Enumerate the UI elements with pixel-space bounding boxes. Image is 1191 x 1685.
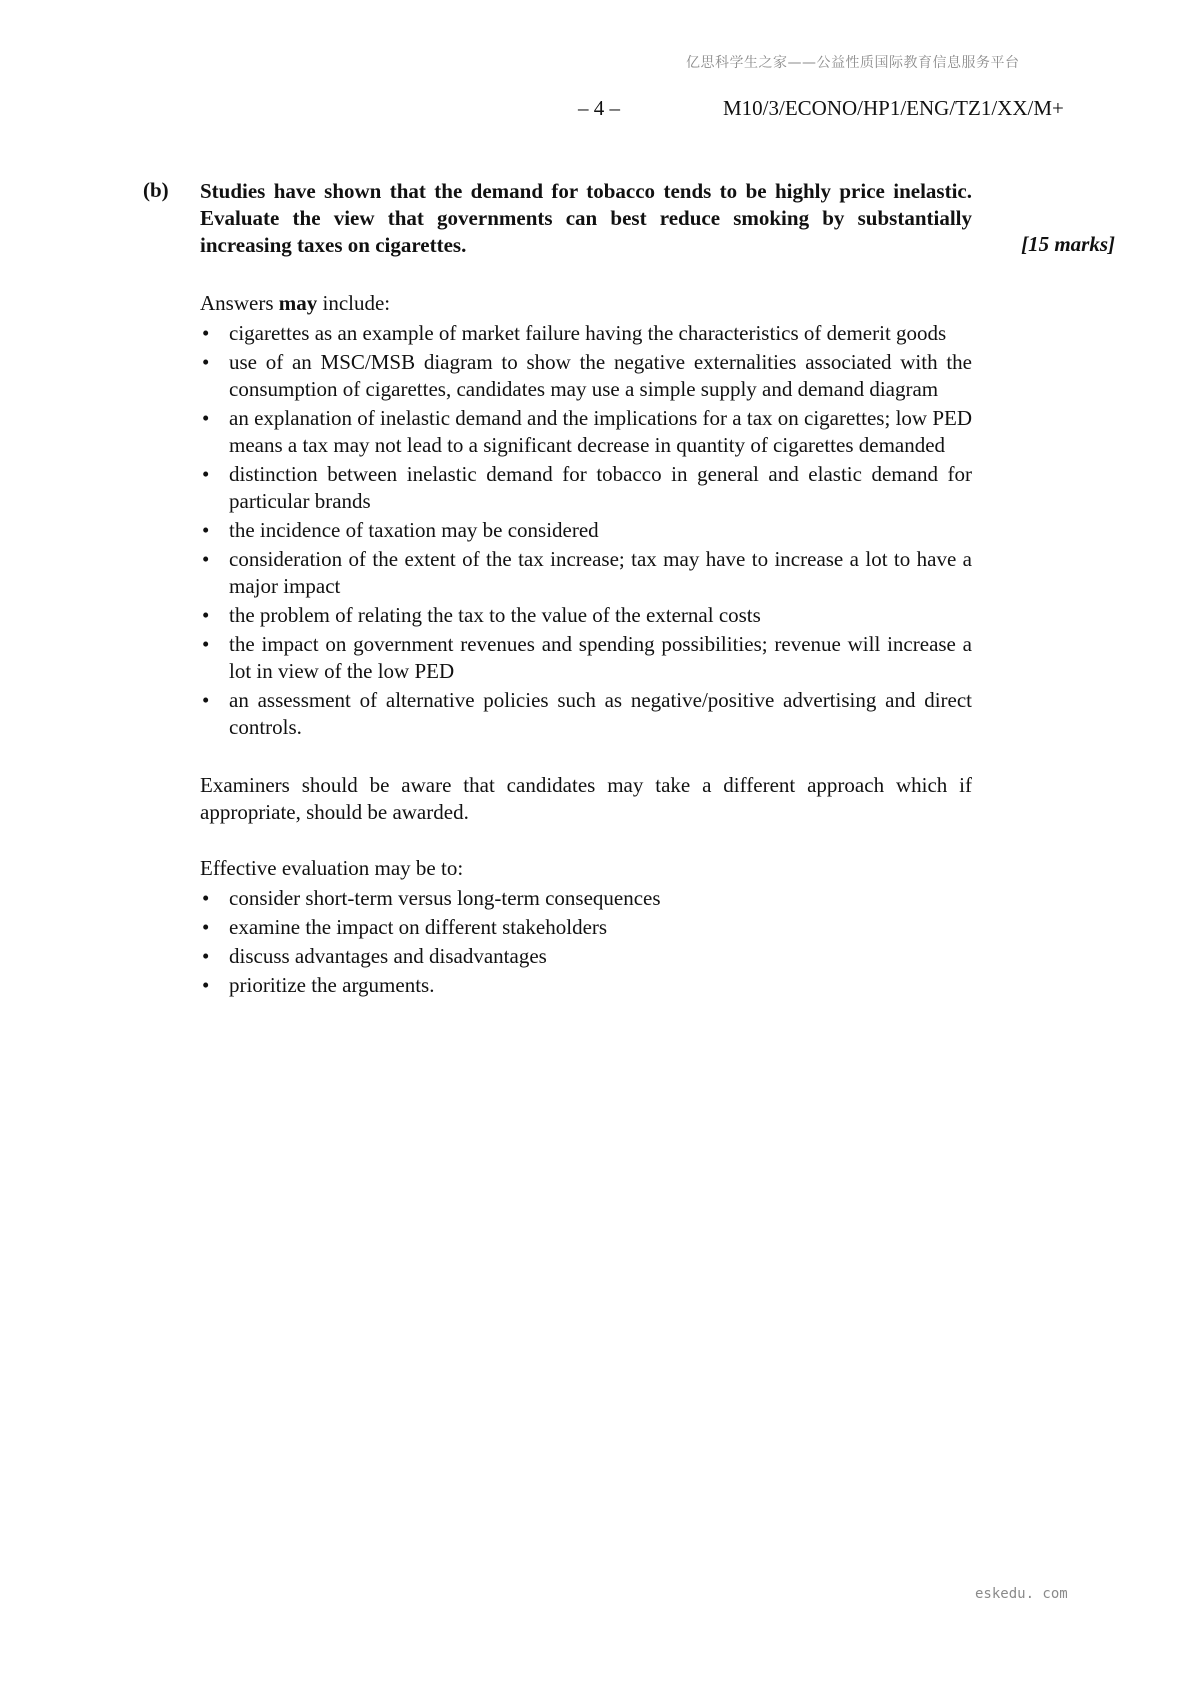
bullet-icon: • [202, 632, 210, 656]
markscheme-content [200, 290, 972, 1001]
list-item [200, 320, 972, 347]
bullet-icon: • [202, 462, 210, 486]
list-item [200, 349, 972, 403]
list-item-text: the impact on government revenues and spending possibilities; revenue will increase a lot in view of the low PED [229, 632, 972, 683]
answers-intro-emphasis: may [278, 291, 318, 315]
list-item [200, 972, 972, 999]
examiners-note: Examiners should be aware that candidates may take a different approach which if appropriate, should be awarded. [200, 773, 972, 824]
paper-code: M10/3/ECONO/HP1/ENG/TZ1/XX/M+ [723, 96, 1064, 120]
bullet-icon: • [202, 547, 210, 571]
list-item-text: the problem of relating the tax to the value of the external costs [229, 603, 761, 627]
bullet-icon: • [202, 688, 210, 712]
bullet-icon: • [202, 406, 210, 430]
list-item-text: consider short-term versus long-term consequences [229, 886, 661, 910]
list-item [200, 602, 972, 629]
bullet-icon: • [202, 603, 210, 627]
list-item [200, 517, 972, 544]
list-item [200, 885, 972, 912]
bullet-icon: • [202, 321, 210, 345]
list-item [200, 631, 972, 685]
bullet-icon: • [202, 944, 210, 968]
list-item-text: prioritize the arguments. [229, 973, 435, 997]
list-item-text: examine the impact on different stakeholders [229, 915, 608, 939]
answers-intro-prefix: Answers [200, 291, 279, 315]
watermark-bottom: eskedu. com [975, 1586, 1068, 1602]
list-item-text: an assessment of alternative policies such as negative/positive advertising and direct controls. [229, 688, 972, 739]
list-item-text: the incidence of taxation may be considered [229, 518, 599, 542]
question-text: Studies have shown that the demand for tobacco tends to be highly price inelastic. Evaluate the view that governments can best reduce smoking by substantially increasing taxes on cigarettes. [200, 179, 972, 257]
page-number: – 4 – [578, 96, 620, 120]
bullet-icon: • [202, 518, 210, 542]
list-item [200, 405, 972, 459]
bullet-icon: • [202, 886, 210, 910]
bullet-icon: • [202, 915, 210, 939]
question-marks: [15 marks] [1021, 232, 1115, 256]
answers-intro-suffix: include: [317, 291, 391, 315]
list-item [200, 546, 972, 600]
list-item-text: discuss advantages and disadvantages [229, 944, 547, 968]
evaluation-list [200, 885, 972, 999]
list-item [200, 943, 972, 970]
list-item [200, 914, 972, 941]
bullet-icon: • [202, 350, 210, 374]
list-item-text: consideration of the extent of the tax increase; tax may have to increase a lot to have a major impact [229, 547, 972, 598]
evaluation-intro: Effective evaluation may be to: [200, 856, 464, 880]
list-item-text: distinction between inelastic demand for tobacco in general and elastic demand for particular brands [229, 462, 972, 513]
bullet-icon: • [202, 973, 210, 997]
list-item-text: an explanation of inelastic demand and the implications for a tax on cigarettes; low PED means a tax may not lead to a significant decrease in quantity of cigarettes demanded [229, 406, 972, 457]
answers-intro [200, 290, 972, 317]
list-item-text: use of an MSC/MSB diagram to show the negative externalities associated with the consumption of cigarettes, candidates may use a simple supply and demand diagram [229, 350, 972, 401]
list-item-text: cigarettes as an example of market failure having the characteristics of demerit goods [229, 321, 947, 345]
list-item [200, 461, 972, 515]
question-label: (b) [143, 178, 169, 202]
list-item [200, 687, 972, 741]
answers-list [200, 320, 972, 741]
watermark-top: 亿思科学生之家——公益性质国际教育信息服务平台 [686, 55, 1020, 71]
